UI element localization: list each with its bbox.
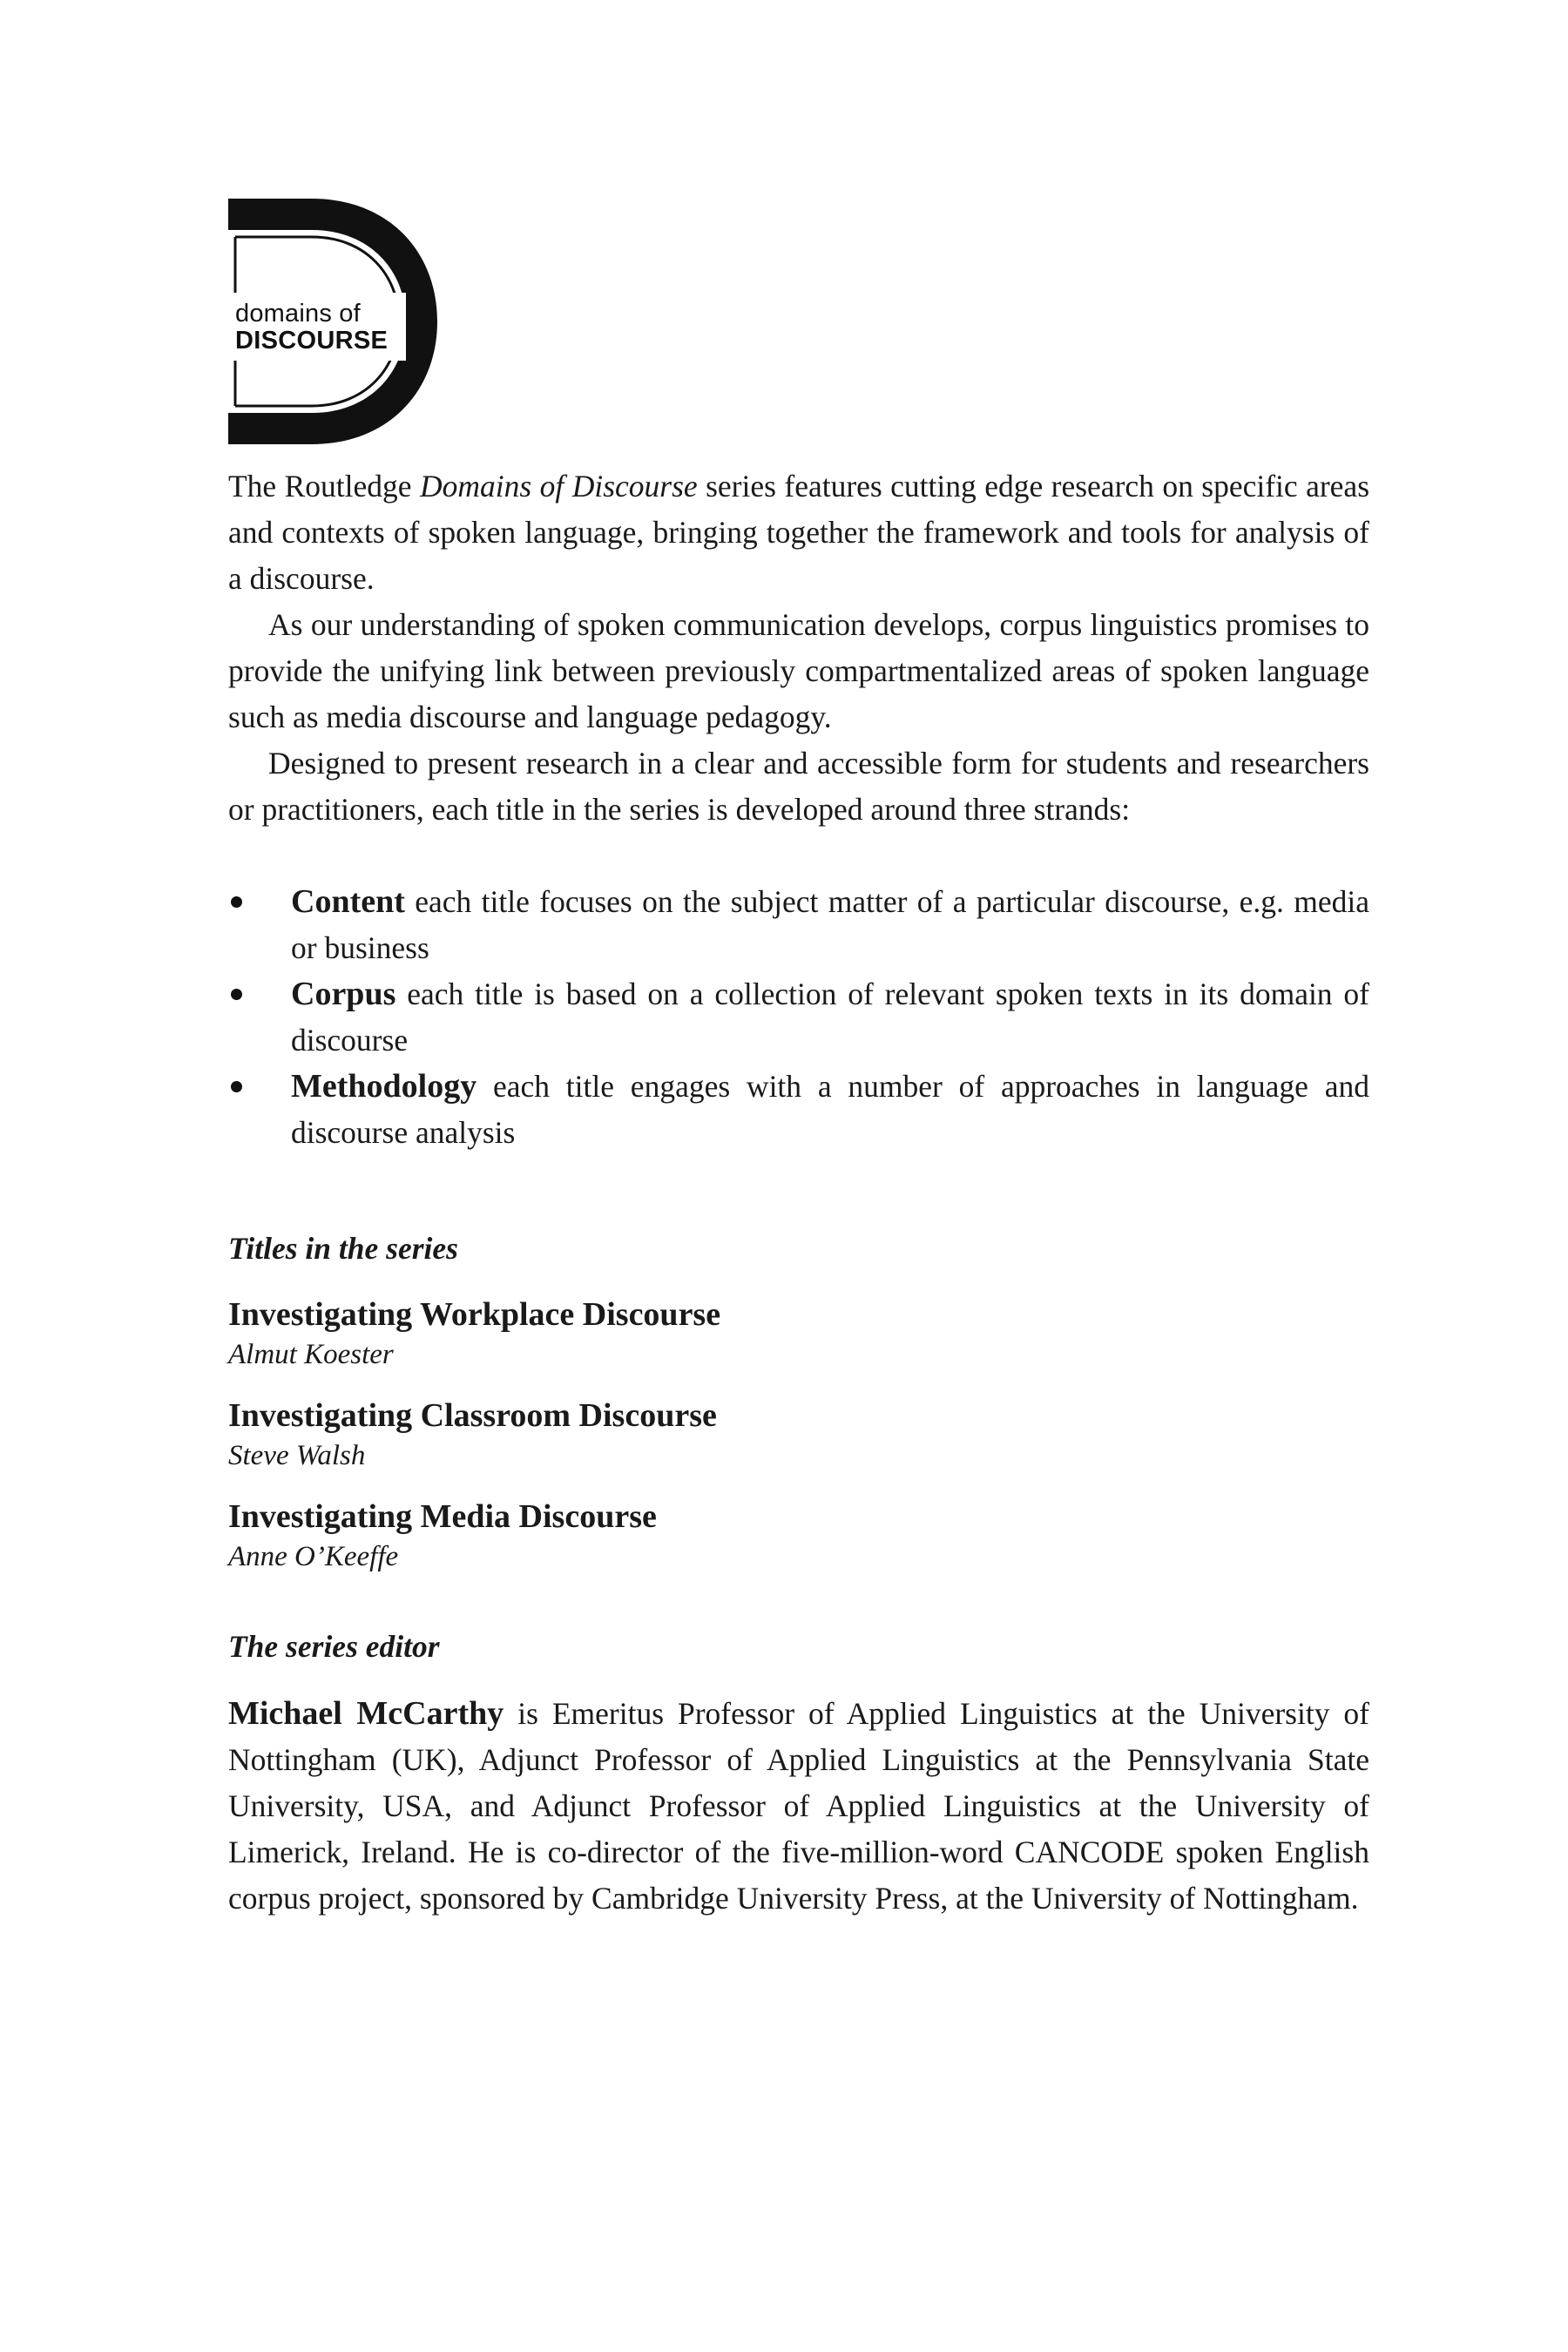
book-title: Investigating Media Discourse [228, 1498, 657, 1535]
bullet-icon [231, 896, 242, 908]
book-title: Investigating Classroom Discourse [228, 1397, 717, 1434]
book-author: Almut Koester [228, 1339, 394, 1370]
titles-heading: Titles in the series [228, 1231, 458, 1266]
logo-text [235, 301, 388, 354]
strand-item [228, 1064, 1369, 1156]
logo-line-discourse: DISCOURSE [235, 327, 389, 355]
series-description [228, 463, 1369, 1922]
strand-item [228, 879, 1369, 971]
strand-name: Content [291, 883, 405, 920]
bullet-icon [231, 989, 242, 1000]
book-author: Anne O’Keeffe [228, 1541, 399, 1572]
intro-paragraph-3: Designed to present research in a clear and accessible form for students and researchers or practitioners, each title in the series is developed around three strands: [228, 746, 1369, 827]
book-title: Investigating Workplace Discourse [228, 1296, 721, 1333]
strand-name: Methodology [291, 1068, 477, 1105]
logo-line-domains-of: domains of [235, 300, 361, 328]
strand-text: each title engages with a number of approaches in language and discourse analysis [291, 1069, 1369, 1150]
strand-text: each title is based on a collection of relevant spoken texts in its domain of discourse [291, 977, 1369, 1058]
series-name: Domains of Discourse [420, 469, 698, 504]
strand-name: Corpus [291, 976, 396, 1012]
intro-p1-suffix: series features cutting edge research on specific areas and contexts of spoken language, bringing together the framework and tools for analysis of a discourse. [228, 469, 1370, 596]
intro-paragraph-1 [228, 463, 1369, 602]
strand-text: each title focuses on the subject matter of a particular discourse, e.g. media or business [291, 884, 1369, 965]
editor-bio: is Emeritus Professor of Applied Linguistics at the University of Nottingham (UK), Adjunct Professor of Applied Linguistics at the Pennsylvania State University, USA, and Adjunct Professor of Applied Linguistics at the University of Limerick, Ireland. He is co-director of the five-million-word CANCODE spoken English corpus project, sponsored by Cambridge University Press, at the University of Nottingham. [228, 1696, 1369, 1916]
editor-heading: The series editor [228, 1629, 440, 1664]
book-author: Steve Walsh [228, 1440, 366, 1471]
title-entry [228, 1495, 1369, 1575]
bullet-icon [231, 1081, 242, 1092]
intro-paragraph-2: As our understanding of spoken communication develops, corpus linguistics promises to provide the unifying link between previously compartmentalized areas of spoken language such as media discourse and language pedagogy. [228, 607, 1369, 734]
domains-of-discourse-logo [228, 199, 437, 444]
editor-name: Michael McCarthy [228, 1695, 504, 1732]
titles-list [228, 1293, 1369, 1575]
strand-item [228, 971, 1369, 1064]
intro-p1-prefix: The Routledge [228, 469, 420, 504]
title-entry [228, 1394, 1369, 1474]
editor-bio-paragraph [228, 1691, 1369, 1922]
title-entry [228, 1293, 1369, 1373]
strands-list [228, 879, 1369, 1156]
